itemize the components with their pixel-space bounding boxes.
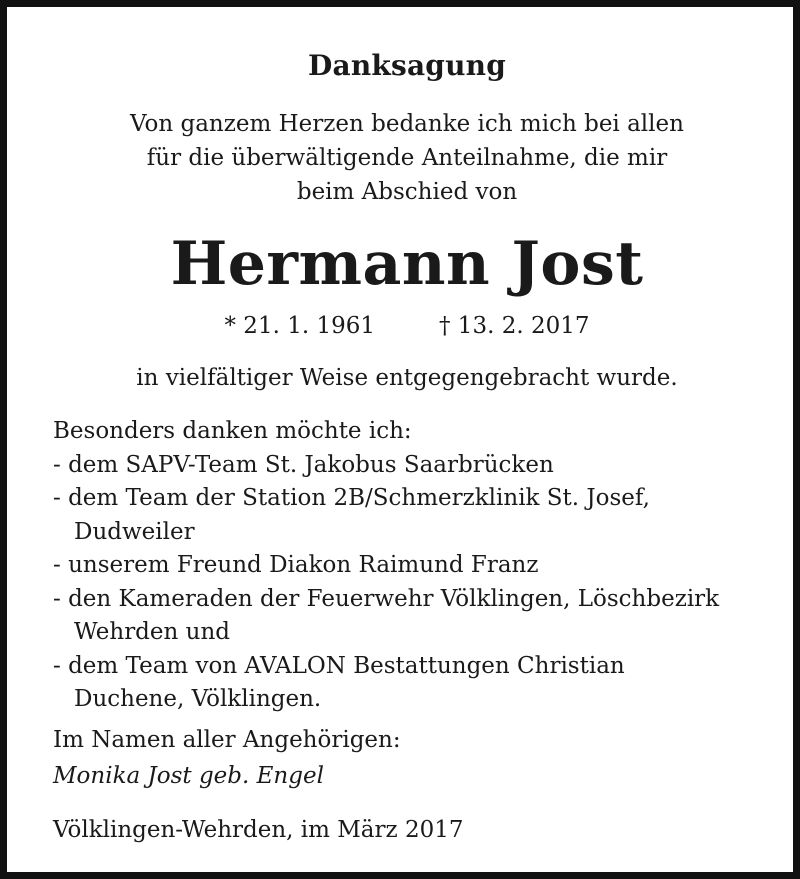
closing-line: in vielfältiger Weise entgegengebracht wurde. [136,365,678,391]
death-date: † 13. 2. 2017 [439,313,590,339]
thanks-line: - den Kameraden der Feuerwehr Völklingen, Löschbezirk [53,585,720,612]
thanks-line: Dudweiler [74,518,195,545]
deceased-name: Hermann Jost [170,229,644,299]
thanks-line: - unserem Freund Diakon Raimund Franz [53,552,539,578]
signoff-line: Im Namen aller Angehörigen: [53,727,401,753]
thanks-line: Besonders danken möchte ich: [53,418,412,444]
notice-heading: Danksagung [308,49,506,82]
thanks-line: Wehrden und [74,619,230,645]
thanks-list [53,415,719,717]
intro-line: beim Abschied von [296,179,518,205]
thanks-line: - dem SAPV-Team St. Jakobus Saarbrücken [53,451,554,478]
place-date: Völklingen-Wehrden, im März 2017 [53,817,464,843]
signer-name: Monika Jost geb. Engel [53,763,324,789]
birth-date: * 21. 1. 1961 [224,313,375,339]
life-dates [7,313,800,339]
thanks-line: - dem Team von AVALON Bestattungen Christian [53,652,625,679]
intro-line: für die überwältigende Anteilnahme, die mir [146,145,668,171]
intro-line: Von ganzem Herzen bedanke ich mich bei allen [130,111,684,137]
thanks-line: Duchene, Völklingen. [74,686,322,712]
thanks-line: - dem Team der Station 2B/Schmerzklinik St. Josef, [53,485,650,511]
intro-text [7,107,800,209]
